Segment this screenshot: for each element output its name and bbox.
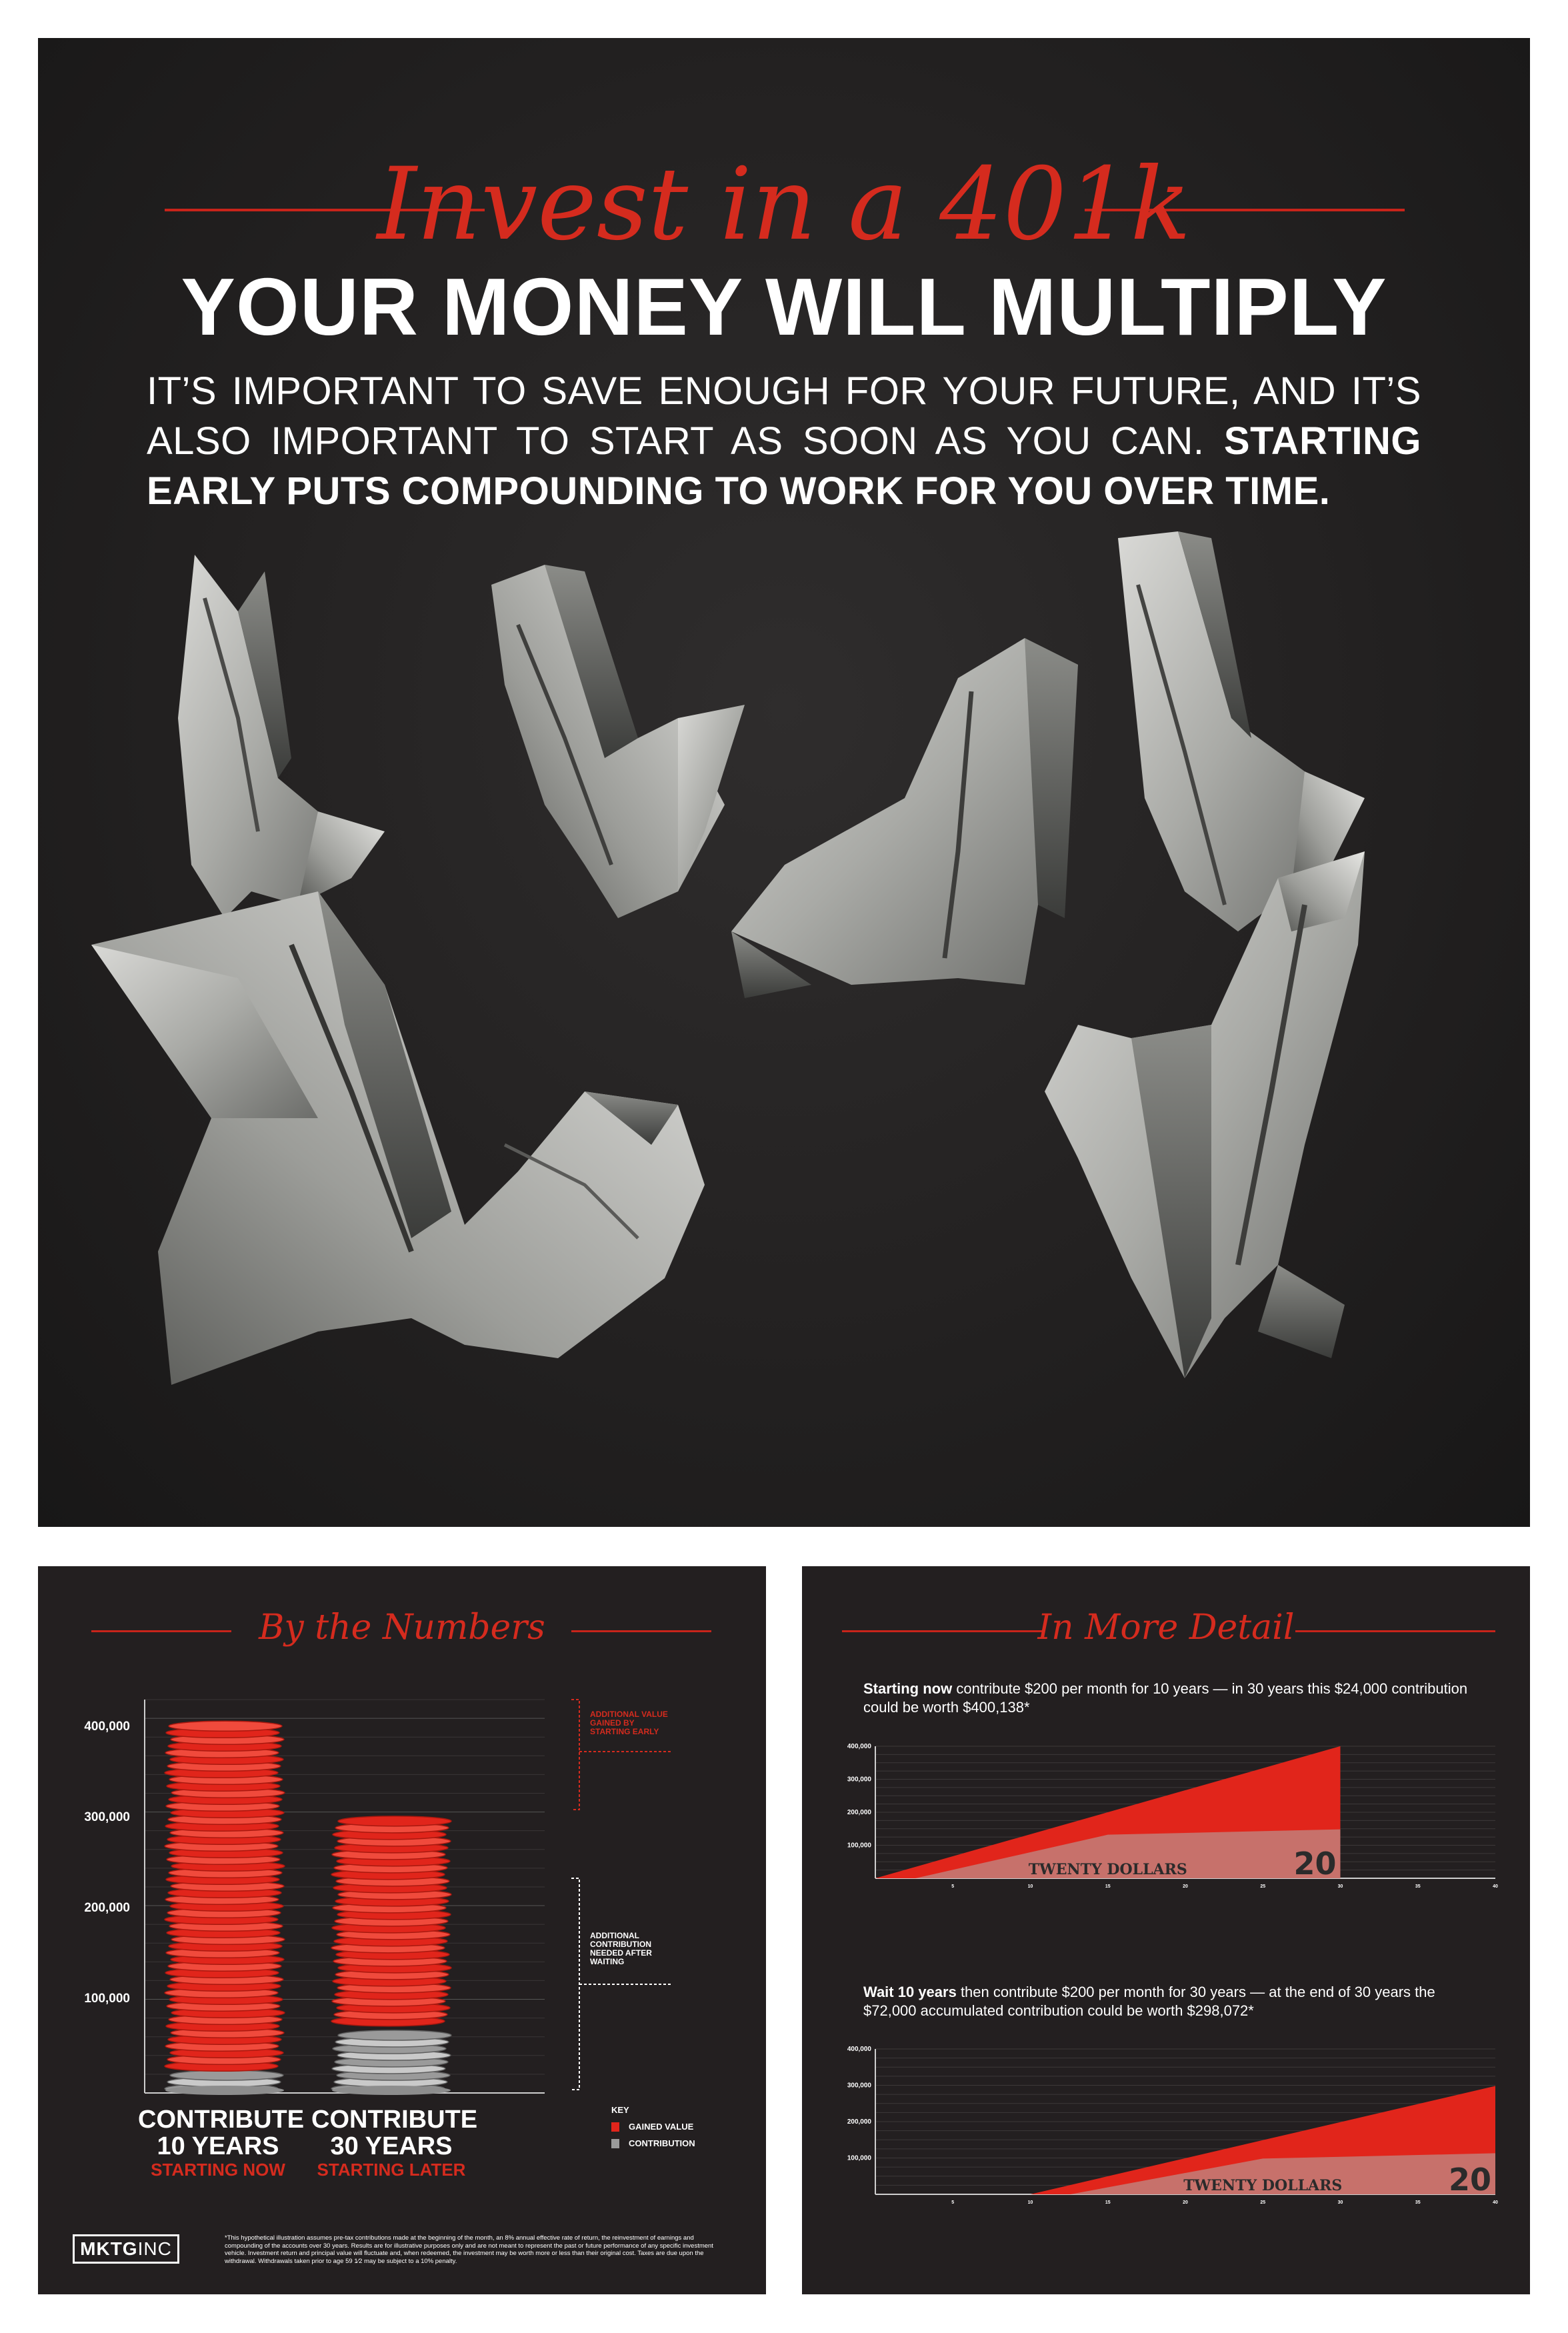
hero-script-title: Invest in a 401k <box>377 147 1191 263</box>
x-tick-label: 5 <box>951 2200 955 2205</box>
x-tick-label: 25 <box>1260 1884 1266 1889</box>
x-tick-label: 10 <box>1027 2200 1033 2205</box>
x-tick-label: 15 <box>1105 2200 1111 2205</box>
by-the-numbers-panel <box>38 1566 766 2294</box>
key-label: GAINED VALUE <box>629 2122 694 2132</box>
origami-figure-5 <box>91 891 705 1385</box>
y-tick-label: 400,000 <box>847 2046 871 2053</box>
key-item-gained <box>611 2122 695 2132</box>
hero-title: YOUR MONEY WILL MULTIPLY <box>181 261 1387 352</box>
hero-heading-row <box>38 145 1530 265</box>
y-tick-label: 100,000 <box>847 2154 871 2162</box>
hero-body-bold: STARTING EARLY PUTS COMPOUNDING TO WORK FOR YOU OVER TIME. <box>147 419 1422 513</box>
scenario-2-body: then contribute $200 per month for 30 years — at the end of 30 years the $72,000 accumulated contribution could be worth $298,072* <box>863 1984 1435 2019</box>
scenario-1-bold: Starting now <box>863 1680 953 1697</box>
key-label: CONTRIBUTION <box>629 2138 695 2148</box>
category-line1: CONTRIBUTE <box>138 2106 305 2134</box>
origami-figure-1 <box>178 555 385 918</box>
x-tick-label: 40 <box>1493 1884 1498 1889</box>
y-tick-label: 300,000 <box>847 2082 871 2090</box>
origami-figure-2 <box>491 565 745 918</box>
x-tick-label: 30 <box>1337 2200 1343 2205</box>
y-tick-label: 200,000 <box>84 1901 130 1915</box>
detail-heading-row <box>802 1606 1530 1646</box>
key-swatch-red <box>611 2122 619 2132</box>
key-item-contribution <box>611 2138 695 2148</box>
x-tick-label: 20 <box>1183 1884 1188 1889</box>
coin-base <box>165 2086 284 2095</box>
mktg-logo <box>73 2234 179 2264</box>
y-tick-label: 400,000 <box>84 1720 130 1734</box>
x-tick-label: 35 <box>1415 2200 1421 2205</box>
detail-heading: In More Detail <box>1037 1608 1295 1648</box>
x-tick-label: 25 <box>1260 2200 1266 2205</box>
detail-chart-later <box>835 2041 1509 2214</box>
x-tick-label: 30 <box>1337 1884 1343 1889</box>
banknote-text: TWENTY DOLLARS <box>1028 1861 1187 1878</box>
category-label-now <box>138 2106 305 2180</box>
numbers-heading: By the Numbers <box>259 1608 545 1648</box>
scenario-2-text <box>863 1983 1490 2020</box>
logo-bold: MKTG <box>80 2238 138 2259</box>
chart-key <box>611 2105 695 2148</box>
coin-base <box>332 2086 451 2095</box>
footnote: *This hypothetical illustration assumes pre-tax contributions made at the beginning of the month, an 8% annual effective rate of return, the reinvestment of earnings and compounding of the accounts over 30 years. Results are for illustrative purposes only and are not meant to represent the past or future performance of any specific investment vehicle. Investment return and principal value will fluctuate and, when redeemed, the investment may be worth more or less than their original cost. Taxes are due upon the withdrawal. Withdrawals taken prior to age 59 1⁄2 may be subject to a 10% penalty. <box>225 2234 713 2265</box>
scenario-1-text <box>863 1680 1490 1717</box>
origami-money-image <box>38 518 1530 1527</box>
key-swatch-gray <box>611 2139 619 2148</box>
y-tick-label: 400,000 <box>847 1743 871 1750</box>
category-line2: 10 YEARS <box>157 2132 279 2160</box>
banknote-text: TWENTY DOLLARS <box>1183 2177 1343 2194</box>
category-label-later <box>311 2106 478 2180</box>
category-line1: CONTRIBUTE <box>311 2106 478 2134</box>
hero-body <box>147 366 1421 516</box>
x-tick-label: 15 <box>1105 1884 1111 1889</box>
origami-figure-6 <box>1045 851 1365 1378</box>
scenario-1-body: contribute $200 per month for 10 years — in 30 years this $24,000 contribution could be worth $400,138* <box>863 1680 1468 1716</box>
bar-segment <box>331 1816 451 2026</box>
annotation-gained-value: ADDITIONAL VALUE GAINED BY STARTING EARLY <box>590 1710 668 1736</box>
annotation-additional-contribution: ADDITIONAL CONTRIBUTION NEEDED AFTER WAITING <box>590 1931 652 1966</box>
logo-light: INC <box>137 2238 172 2259</box>
x-tick-label: 20 <box>1183 2200 1188 2205</box>
scenario-2-bold: Wait 10 years <box>863 1984 957 2000</box>
numbers-chart <box>38 1566 766 2294</box>
bar-segment <box>165 1721 285 2071</box>
origami-figure-4 <box>731 638 1078 998</box>
x-tick-label: 10 <box>1027 1884 1033 1889</box>
category-line2: 30 YEARS <box>330 2132 453 2160</box>
key-title: KEY <box>611 2105 629 2115</box>
banknote-number: 20 <box>1293 1846 1337 1882</box>
y-tick-label: 300,000 <box>847 1776 871 1784</box>
y-tick-label: 300,000 <box>84 1810 130 1824</box>
x-tick-label: 5 <box>951 1884 955 1889</box>
hero-panel <box>38 38 1530 1527</box>
hero-body-regular: IT’S IMPORTANT TO SAVE ENOUGH FOR YOUR FUTURE, AND IT’S ALSO IMPORTANT TO START AS SOON AS YOU CAN. <box>147 369 1421 463</box>
y-tick-label: 200,000 <box>847 2118 871 2126</box>
y-tick-label: 100,000 <box>847 1842 871 1850</box>
category-line3: STARTING LATER <box>317 2160 466 2180</box>
detail-chart-now <box>835 1738 1509 1898</box>
x-tick-label: 35 <box>1415 1884 1421 1889</box>
banknote-number: 20 <box>1448 2162 1491 2198</box>
y-tick-label: 100,000 <box>84 1992 130 2006</box>
x-tick-label: 40 <box>1493 2200 1498 2205</box>
category-line3: STARTING NOW <box>151 2160 285 2180</box>
bar-segment <box>331 2030 451 2094</box>
y-tick-label: 200,000 <box>847 1809 871 1816</box>
in-more-detail-panel <box>802 1566 1530 2294</box>
